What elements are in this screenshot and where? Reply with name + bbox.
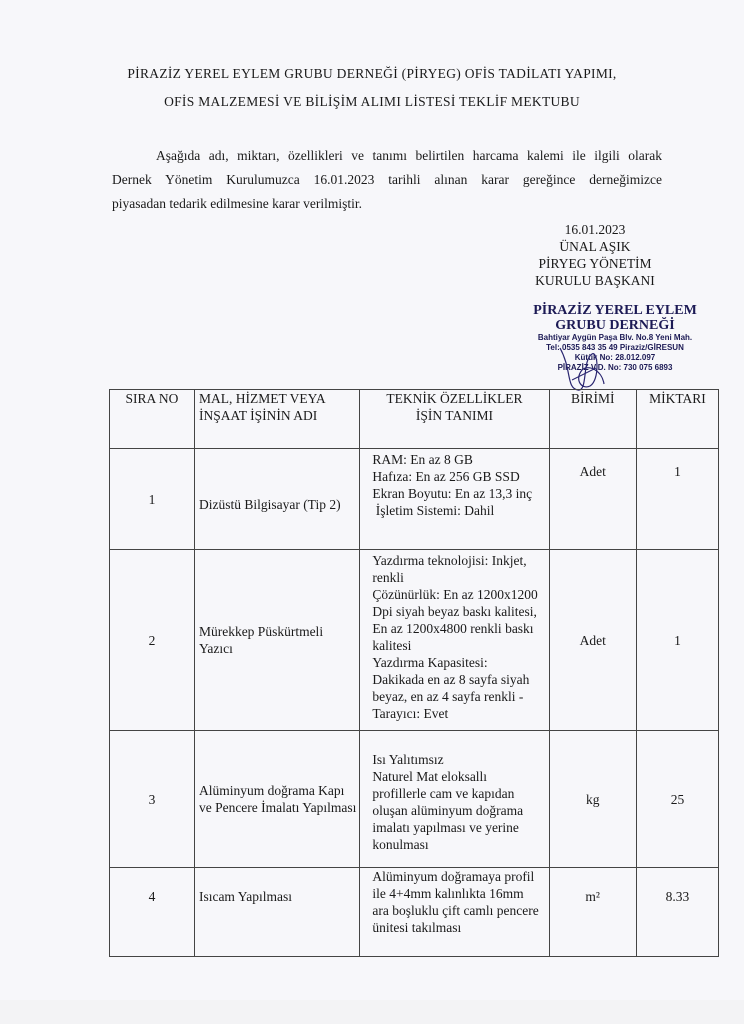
row-item-name: Alüminyum doğrama Kapı ve Pencere İmalatı Yapılması [194, 731, 359, 868]
table-row [110, 868, 719, 957]
stamp-line2: GRUBU DERNEĞİ [555, 318, 675, 333]
row-unit: Adet [549, 449, 636, 550]
header-sira-no: SIRA NO [110, 390, 195, 449]
signature-date: 16.01.2023 [564, 222, 626, 237]
spec-line: Alüminyum doğramaya profil ile 4+4mm kalınlıkta 16mm ara boşluklu çift camlı pencere ünitesi takılması [372, 869, 539, 935]
signature-role-line2: KURULU BAŞKANI [535, 273, 655, 288]
row-number: 4 [110, 868, 195, 957]
intro-paragraph [112, 144, 662, 216]
spec-line: RAM: En az 8 GB [372, 452, 473, 467]
spec-line: Hafıza: En az 256 GB SSD [372, 469, 520, 484]
row-number: 1 [110, 449, 195, 550]
association-stamp [520, 303, 710, 373]
table-row [110, 731, 719, 868]
row-quantity: 25 [636, 731, 718, 868]
row-item-name: Dizüstü Bilgisayar (Tip 2) [194, 449, 359, 550]
header-quantity: MİKTARI [636, 390, 718, 449]
intro-line-3: piyasadan tedarik edilmesine karar verilmiştir. [112, 196, 363, 211]
stamp-line6: PİRAZİZ V.D. No: 730 075 6893 [557, 363, 673, 372]
spec-line: Naturel Mat eloksallı profillerle cam ve kapıdan oluşan alüminyum doğrama imalatı yapılması ve yerine konulması [372, 769, 524, 852]
header-item-name [194, 390, 359, 449]
row-spec [360, 550, 549, 731]
spec-line: Yazdırma teknolojisi: Inkjet, renkli [372, 553, 527, 585]
row-item-name: Mürekkep Püskürtmeli Yazıcı [194, 550, 359, 731]
stamp-line5: Kütük No: 28.012.097 [574, 353, 656, 362]
spec-line: Ekran Boyutu: En az 13,3 inç [372, 486, 533, 501]
header-unit: BİRİMİ [549, 390, 636, 449]
row-quantity: 8.33 [636, 868, 718, 957]
intro-line-1: Aşağıda adı, miktarı, özellikleri ve tanımı belirtilen harcama kalemi ile ilgili olarak [156, 148, 662, 163]
header-item-name-line1: MAL, HİZMET VEYA [198, 391, 326, 406]
intro-line-2: Dernek Yönetim Kurulumuzca 16.01.2023 tarihli alınan karar gereğince derneğimizce [112, 172, 662, 187]
spec-line: İşletim Sistemi: Dahil [372, 503, 495, 518]
row-spec [360, 731, 549, 868]
stamp-line4: Tel: 0535 843 35 49 Piraziz/GİRESUN [546, 343, 684, 352]
table-row [110, 449, 719, 550]
row-unit: Adet [549, 550, 636, 731]
row-unit: kg [549, 731, 636, 868]
row-spec [360, 868, 549, 957]
items-table [109, 389, 719, 957]
row-number: 3 [110, 731, 195, 868]
signature-name: ÜNAL AŞIK [559, 239, 631, 254]
table-row [110, 550, 719, 731]
row-item-name: Isıcam Yapılması [194, 868, 359, 957]
row-quantity: 1 [636, 550, 718, 731]
document-title-line1: PİRAZİZ YEREL EYLEM GRUBU DERNEĞİ (PİRYEG) OFİS TADİLATI YAPIMI, [127, 66, 617, 81]
spec-line: Çözünürlük: En az 1200x1200 Dpi siyah beyaz baskı kalitesi, En az 1200x4800 renkli baskı kalitesi [372, 587, 538, 653]
header-spec-line1: TEKNİK ÖZELLİKLER [386, 391, 523, 406]
spec-line: Yazdırma Kapasitesi: Dakikada en az 8 sayfa siyah beyaz, en az 4 sayfa renkli - Tarayıcı: Evet [372, 655, 530, 721]
table-header-row [110, 390, 719, 449]
row-number: 2 [110, 550, 195, 731]
stamp-line1: PİRAZİZ YEREL EYLEM [533, 303, 697, 318]
signature-role-line1: PİRYEG YÖNETİM [538, 256, 652, 271]
row-spec [360, 449, 549, 550]
header-item-name-line2: İNŞAAT İŞİNİN ADI [198, 408, 318, 423]
row-unit: m² [549, 868, 636, 957]
header-spec-line2: İŞİN TANIMI [415, 408, 493, 423]
stamp-line3: Bahtiyar Aygün Paşa Blv. No.8 Yeni Mah. [537, 333, 693, 342]
spec-line: Isı Yalıtımsız [372, 752, 444, 767]
signature-block [520, 221, 670, 289]
header-technical-specs [360, 390, 549, 449]
document-title-line2: OFİS MALZEMESİ VE BİLİŞİM ALIMI LİSTESİ TEKLİF MEKTUBU [164, 94, 580, 109]
row-quantity: 1 [636, 449, 718, 550]
